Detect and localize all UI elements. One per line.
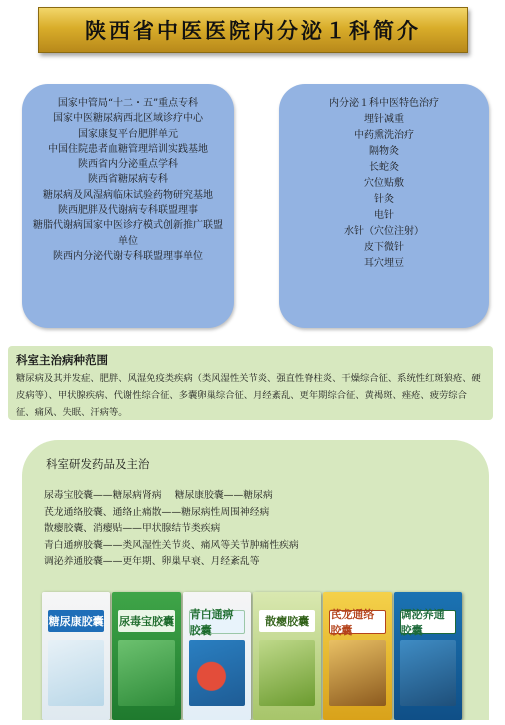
- drug-line: [44, 505, 299, 522]
- drug-box-art: [259, 640, 315, 706]
- drug-line-text: 青白通痹胶囊——类风湿性关节炎、痛风等关节肿痛性疾病: [44, 539, 299, 551]
- drug-box: [253, 592, 321, 720]
- drugs-section: [22, 440, 489, 720]
- scope-heading: 科室主治病种范围: [16, 353, 108, 367]
- drug-line-text: 芪龙通络胶囊、通络止痛散——糖尿病性周围神经病: [44, 506, 270, 518]
- drug-box-art: [48, 640, 104, 706]
- therapies-heading: 内分泌１科中医特色治疗: [329, 98, 439, 109]
- drug-line-text: 散瘿胶囊、消瘿贴——甲状腺结节类疾病: [44, 523, 221, 534]
- drug-box-art: [329, 640, 385, 706]
- honor-item: 糖脂代谢病国家中医诊疗模式创新推广联盟单位: [33, 220, 223, 247]
- drug-box-art: [400, 640, 456, 706]
- honor-item: 陕西省糖尿病专科: [88, 174, 168, 186]
- honor-item: 中国住院患者血糖管理培训实践基地: [48, 143, 208, 155]
- drug-box: [394, 592, 462, 720]
- drug-box-art: [118, 640, 174, 706]
- drug-box-label: 调泌养通胶囊: [400, 610, 456, 634]
- honors-panel: [22, 84, 234, 328]
- therapy-item: 长蛇灸: [369, 162, 399, 173]
- therapy-item: 针灸: [374, 194, 394, 205]
- honor-item: 糖尿病及风湿病临床试验药物研究基地: [43, 189, 213, 201]
- drug-line-text: 尿毒宝胶囊——糖尿病肾病: [44, 490, 162, 501]
- drug-box: [183, 592, 251, 720]
- honor-item: 国家康复平台肥胖单元: [78, 128, 178, 140]
- drug-box-label: 尿毒宝胶囊: [118, 610, 174, 632]
- drugs-list: [44, 488, 299, 571]
- drugs-heading: 科室研发药品及主治: [46, 457, 150, 471]
- honor-item: 陕西内分泌代谢专科联盟理事单位: [53, 250, 203, 262]
- scope-text: 糖尿病及其并发症、肥胖、风湿免疫类疾病（类风湿性关节炎、强直性脊柱炎、干燥综合征、系统性红斑狼疮、硬皮病等）、甲状腺疾病、代谢性综合征、多囊卵巢综合征、月经紊乱、更年期综合征、黄褐斑、痤疮、疲劳综合征、痛风、失眠、汗病等。: [16, 373, 481, 418]
- drug-box: [112, 592, 180, 720]
- drug-box: [323, 592, 391, 720]
- drug-line-text: 糖尿康胶囊——糖尿病: [174, 490, 273, 501]
- therapy-item: 穴位贴敷: [364, 178, 404, 189]
- drug-box-photos: [42, 580, 462, 720]
- therapy-item: 皮下微针: [364, 242, 404, 253]
- drug-line: [44, 488, 299, 505]
- page-title: 陕西省中医医院内分泌１科简介: [85, 18, 421, 43]
- honors-list: [22, 84, 234, 264]
- drug-box-label: 糖尿康胶囊: [48, 610, 104, 632]
- drug-line: [44, 538, 299, 555]
- drug-box: [42, 592, 110, 720]
- therapy-item: 水针（穴位注射）: [344, 226, 424, 237]
- drug-box-label: 散瘿胶囊: [259, 610, 315, 632]
- drug-line: [44, 521, 299, 538]
- therapies-panel: [279, 84, 489, 328]
- title-banner: [38, 7, 468, 53]
- therapy-item: 埋针减重: [364, 114, 404, 125]
- therapy-item: 耳穴埋豆: [364, 258, 404, 269]
- therapy-item: 电针: [374, 210, 394, 221]
- drug-line: [44, 554, 299, 571]
- drug-box-art: [189, 640, 245, 706]
- drug-line-text: 调泌养通胶囊——更年期、卵巢早衰、月经紊乱等: [44, 556, 260, 567]
- therapy-item: 隔物灸: [369, 146, 399, 157]
- therapies-list: [279, 84, 489, 272]
- scope-section: [8, 346, 493, 420]
- therapy-item: 中药熏洗治疗: [354, 130, 414, 141]
- honor-item: 陕西省内分泌重点学科: [78, 159, 178, 171]
- drug-box-label: 芪龙通络胶囊: [329, 610, 385, 634]
- honor-item: 国家中医糖尿病西北区域诊疗中心: [53, 113, 203, 125]
- honor-item: 陕西肥胖及代谢病专科联盟理事: [58, 205, 198, 217]
- drug-box-label: 青白通痹胶囊: [189, 610, 245, 634]
- honor-item: 国家中管局“十二・五”重点专科: [57, 98, 199, 109]
